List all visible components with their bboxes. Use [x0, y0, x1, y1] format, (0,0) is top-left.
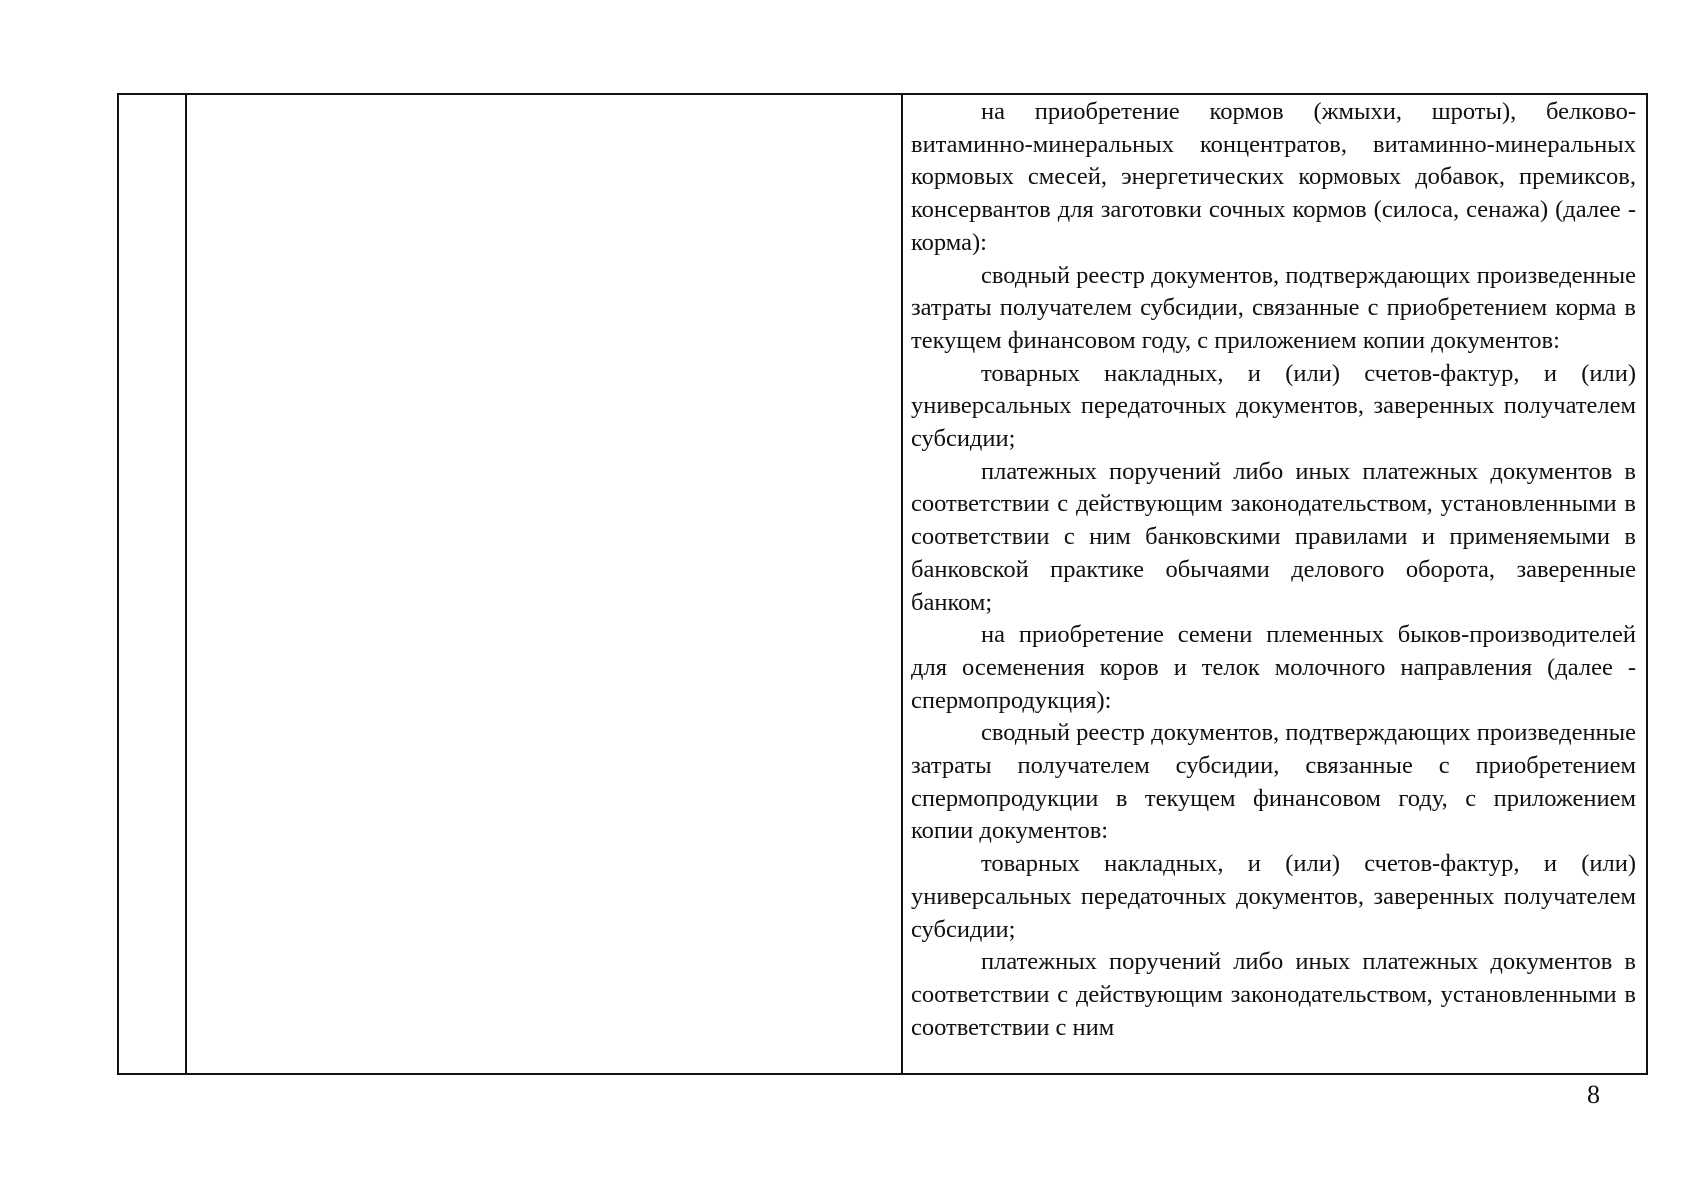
paragraph-feed-payments: платежных поручений либо иных платежных документов в соответствии с действующим законодательством, установленными в соответствии с ним банковскими правилами и применяемыми в банковской практике обычаями делового оборота, заверенные банком; — [911, 457, 1636, 616]
paragraph-semen-registry: сводный реестр документов, подтверждающих произведенные затраты получателем субсидии, связанные с приобретением спермопродукции в текущем финансовом году, с приложением копии документов: — [911, 719, 1636, 845]
paragraph-feed-purchase: на приобретение кормов (жмыхи, шроты), белково-витаминно-минеральных концентратов, витаминно-минеральных кормовых смесей, энергетических кормовых добавок, премиксов, консервантов для заготовки сочных кормов (силоса, сенажа) (далее - корма): — [911, 98, 1636, 256]
requirements-column — [911, 96, 1636, 1073]
paragraph-semen-purchase: на приобретение семени племенных быков-производителей для осеменения коров и телок молочного направления (далее - спермопродукция): — [911, 621, 1636, 714]
document-table — [117, 93, 1648, 1075]
page-number: 8 — [1587, 1080, 1600, 1109]
paragraph-semen-invoices: товарных накладных, и (или) счетов-фактур, и (или) универсальных передаточных документов, заверенных получателем субсидии; — [911, 850, 1636, 943]
paragraph-feed-registry: сводный реестр документов, подтверждающих произведенные затраты получателем субсидии, связанные с приобретением корма в текущем финансовом году, с приложением копии документов: — [911, 261, 1636, 354]
column-divider-2 — [901, 95, 903, 1073]
column-divider-1 — [185, 95, 187, 1073]
paragraph-semen-payments: платежных поручений либо иных платежных документов в соответствии с действующим законодательством, установленными в соответствии с ним — [911, 948, 1636, 1041]
paragraph-feed-invoices: товарных накладных, и (или) счетов-фактур, и (или) универсальных передаточных документов, заверенных получателем субсидии; — [911, 359, 1636, 453]
